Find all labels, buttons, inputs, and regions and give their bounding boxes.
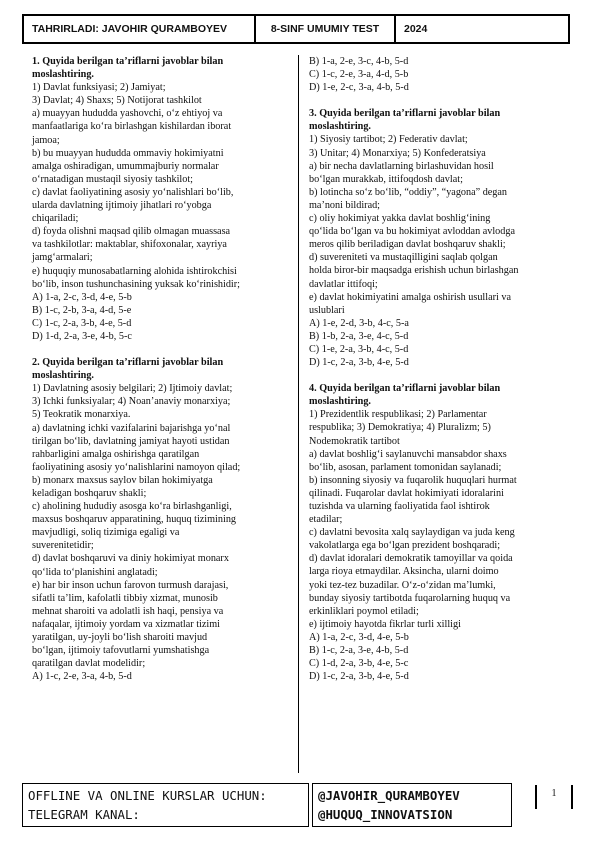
question-heading: 2. Quyida berilgan ta’riflarni javoblar bilan <box>32 357 224 369</box>
text-line: 1) Siyosiy tartibot; 2) Federativ davlat; <box>309 134 468 146</box>
question-heading: 1. Quyida berilgan ta’riflarni javoblar bilan <box>32 56 224 67</box>
text-line: sifatli ta’lim, kafolatli tibbiy xizmat, munosib <box>32 592 218 604</box>
text-line: b) insonning siyosiy va fuqarolik huquqlari hurmat <box>309 474 517 486</box>
column-divider <box>298 55 299 773</box>
text-line: davlatlar ittifoqi; <box>309 278 378 290</box>
text-line: a) davlatning ichki vazifalarini bajarishga yo‘nal <box>32 422 231 434</box>
text-line: erkinliklari poymol etiladi; <box>309 605 419 617</box>
year-cell: 2024 <box>404 23 428 35</box>
text-line: nafaqalar, ijtimoiy yordam va xizmatlar tizimi <box>32 618 220 630</box>
text-line: vakolatlarga ega bo‘lgan prezident boshqaradi; <box>309 540 501 552</box>
text-line: bo‘lgan murakkab, ittifoqdosh davlat; <box>309 173 463 185</box>
text-line: meros qilib beriladigan davlat boshqaruv shakli; <box>309 239 506 251</box>
text-line: chiqariladi; <box>32 213 79 225</box>
text-line: 1) Davlatning asosiy belgilari; 2) Ijtimoiy davlat; <box>32 383 233 395</box>
question-heading: 3. Quyida berilgan ta’riflarni javoblar bilan <box>309 108 501 120</box>
text-line: A) 1-a, 2-c, 3-d, 4-e, 5-b <box>309 631 409 643</box>
text-line: amalga oshiradigan, umummajburiy normalar <box>32 160 219 172</box>
text-line: B) 1-a, 2-e, 3-c, 4-b, 5-d <box>309 56 409 67</box>
text-line: suverenitetidir; <box>32 540 94 552</box>
text-line: tuzishda va ularning faoliyatida faol ishtirok <box>309 501 490 512</box>
text-line: 3) Unitar; 4) Monarxiya; 5) Konfederatsiya <box>309 147 486 159</box>
text-line: jamg‘armalari; <box>32 252 93 264</box>
text-line: D) 1-d, 2-a, 3-e, 4-b, 5-c <box>32 330 132 342</box>
text-line: uslublari <box>309 304 345 316</box>
text-line: b) lotincha so‘z bo‘lib, “oddiy”, “yagona” degan <box>309 186 508 198</box>
question-heading: 4. Quyida berilgan ta’riflarni javoblar bilan <box>309 383 501 395</box>
text-line: B) 1-c, 2-b, 3-a, 4-d, 5-e <box>32 304 132 316</box>
text-line: respublika; 3) Demokratiya; 4) Pluralizm; 5) <box>309 422 491 434</box>
text-line: o‘rnatadigan mustaqil siyosiy tashkilot; <box>32 173 194 185</box>
question-heading: moslashtiring. <box>309 121 371 133</box>
question-columns <box>32 55 562 773</box>
question-heading: moslashtiring. <box>32 69 94 81</box>
text-line: va tashkilotlar: maktablar, shifoxonalar, xayriya <box>32 239 227 251</box>
handles-box <box>312 783 512 827</box>
text-line: d) foyda olishni maqsad qilib olmagan muassasa <box>32 226 231 238</box>
spacer <box>309 94 565 107</box>
text-line: bo‘lib, asosan, parlament tomonidan saylanadi; <box>309 461 502 473</box>
text-line: yoki tez-tez buzadilar. O‘z-o‘zidan ma’lumki, <box>309 579 496 591</box>
spacer <box>32 343 288 356</box>
author-cell: TAHRIRLADI: JAVOHIR QURAMBOYEV <box>24 16 256 42</box>
left-column <box>32 55 288 683</box>
text-line: maxsus boshqaruv apparatining, huquq tizimining <box>32 514 237 526</box>
text-line: c) oliy hokimiyat yakka davlat boshlig‘ining <box>309 213 491 225</box>
question-heading: moslashtiring. <box>32 370 94 382</box>
text-line: a) muayyan hududda yashovchi, o‘z ehtiyoj va <box>32 108 223 120</box>
text-line: B) 1-c, 2-a, 3-e, 4-b, 5-d <box>309 645 409 657</box>
text-line: 3) Davlat; 4) Shaxs; 5) Notijorat tashkilot <box>32 95 202 107</box>
text-line: c) davlatni bevosita xalq saylaydigan va juda keng <box>309 527 515 539</box>
text-line: D) 1-c, 2-a, 3-b, 4-e, 5-d <box>309 671 409 683</box>
text-line: d) suvereniteti va mustaqilligini saqlab qolgan <box>309 252 498 264</box>
text-line: A) 1-a, 2-c, 3-d, 4-e, 5-b <box>32 291 132 303</box>
text-line: A) 1-c, 2-e, 3-a, 4-b, 5-d <box>32 671 132 683</box>
text-line: c) aholining hududiy asosga ko‘ra birlashganligi, <box>32 501 232 513</box>
author-handle[interactable]: @JAVOHIR_QURAMBOYEV <box>318 788 460 803</box>
text-line: b) monarx maxsus saylov bilan hokimiyatga <box>32 474 213 486</box>
text-line: C) 1-c, 2-e, 3-a, 4-d, 5-b <box>309 69 409 81</box>
text-line: a) bir necha davlatlarning birlashuvidan hosil <box>309 160 494 172</box>
text-line: C) 1-e, 2-a, 3-b, 4-c, 5-d <box>309 343 409 355</box>
text-line: d) davlat boshqaruvi va diniy hokimiyat monarx <box>32 553 229 565</box>
text-line: C) 1-d, 2-a, 3-b, 4-e, 5-c <box>309 658 409 670</box>
text-line: rahbarligini amalga oshirishga qaratilgan <box>32 448 200 460</box>
text-line: A) 1-e, 2-d, 3-b, 4-c, 5-a <box>309 317 409 329</box>
text-line: b) bu muayyan hududda ommaviy hokimiyatni <box>32 147 224 159</box>
text-line: 3) Ichki funksiyalar; 4) Noan’anaviy monarxiya; <box>32 396 231 408</box>
text-line: mehnat sharoiti va adolatli ish haqi, pensiya va <box>32 605 224 617</box>
text-line: keladigan boshqaruv shakli; <box>32 488 147 499</box>
text-line: etadilar; <box>309 514 343 526</box>
page-header <box>22 14 570 44</box>
courses-box <box>22 783 309 827</box>
text-line: a) davlat boshlig‘i saylanuvchi mansabdor shaxs <box>309 448 507 460</box>
text-line: bo‘lgan, ijtimoiy tafovutlarni yumshatishga <box>32 645 210 657</box>
text-line: c) davlat faoliyatining asosiy yo‘nalishlari bo‘lib, <box>32 186 234 198</box>
text-line: bo‘lib, inson tushunchasining yuksak ko‘rinishidir; <box>32 278 240 290</box>
text-line: mavjudligi, soliq tizimiga egaligi va <box>32 527 180 539</box>
right-column <box>309 55 565 683</box>
text-line: tirilgan bo‘lib, davlatning jamiyat hayoti ustidan <box>32 435 230 447</box>
text-line: bunday siyosiy tartibotda fuqarolarning huquq va <box>309 592 511 604</box>
channel-handle[interactable]: @HUQUQ_INNOVATSION <box>318 807 453 822</box>
text-line: faoliyatining asosiy yo‘nalishlarini namoyon qilad; <box>32 461 241 473</box>
text-line: qo‘lida bo‘lgan va bu hokimiyat avloddan avlodga <box>309 226 515 238</box>
text-line: 1) Davlat funksiyasi; 2) Jamiyat; <box>32 82 166 94</box>
text-line: D) 1-c, 2-a, 3-b, 4-e, 5-d <box>309 357 409 369</box>
text-line: C) 1-c, 2-a, 3-b, 4-e, 5-d <box>32 317 132 329</box>
text-line: D) 1-e, 2-c, 3-a, 4-b, 5-d <box>309 82 409 94</box>
text-line: qo‘lida to‘planishini anglatadi; <box>32 566 158 578</box>
text-line: e) huquqiy munosabatlarning alohida ishtirokchisi <box>32 265 237 277</box>
text-line: 5) Teokratik monarxiya. <box>32 409 131 421</box>
text-line: qilinadi. Fuqarolar davlat hokimiyati idoralarini <box>309 487 504 499</box>
text-line: manfaatlariga ko‘ra birlashgan kishilardan iborat <box>32 121 232 133</box>
text-line: e) har bir inson uchun farovon turmush darajasi, <box>32 579 229 591</box>
spacer <box>309 369 565 382</box>
text-line: larga rioya etmaydilar. Aksincha, ularni doimo <box>309 566 499 578</box>
text-line: yaratilgan, uy-joyli bo‘lish sharoiti mavjud <box>32 632 208 644</box>
telegram-line: TELEGRAM KANAL: <box>28 807 140 822</box>
question-heading: moslashtiring. <box>309 396 371 408</box>
text-line: holda biror-bir maqsadga erishish uchun birlashgan <box>309 265 519 277</box>
text-line: e) davlat hokimiyatini amalga oshirish usullari va <box>309 291 512 303</box>
page-footer <box>22 783 512 827</box>
text-line: ma’noni bildirad; <box>309 199 381 211</box>
text-line: jamoa; <box>32 134 60 146</box>
text-line: qaratilgan davlat modelidir; <box>32 658 146 670</box>
test-title-cell: 8-SINF UMUMIY TEST <box>256 16 396 42</box>
text-line: Nodemokratik tartibot <box>309 435 400 447</box>
text-line: ularda davlatning ijtimoiy jihatlari ro‘yobga <box>32 200 212 212</box>
text-line: e) ijtimoiy hayotda fikrlar turli xilligi <box>309 618 461 630</box>
page-number: 1 <box>535 785 573 809</box>
text-line: B) 1-b, 2-a, 3-e, 4-c, 5-d <box>309 330 409 342</box>
courses-line: OFFLINE VA ONLINE KURSLAR UCHUN: <box>28 788 267 803</box>
text-line: 1) Prezidentlik respublikasi; 2) Parlamentar <box>309 409 487 421</box>
text-line: d) davlat idoralari demokratik tamoyillar va qoida <box>309 553 513 565</box>
